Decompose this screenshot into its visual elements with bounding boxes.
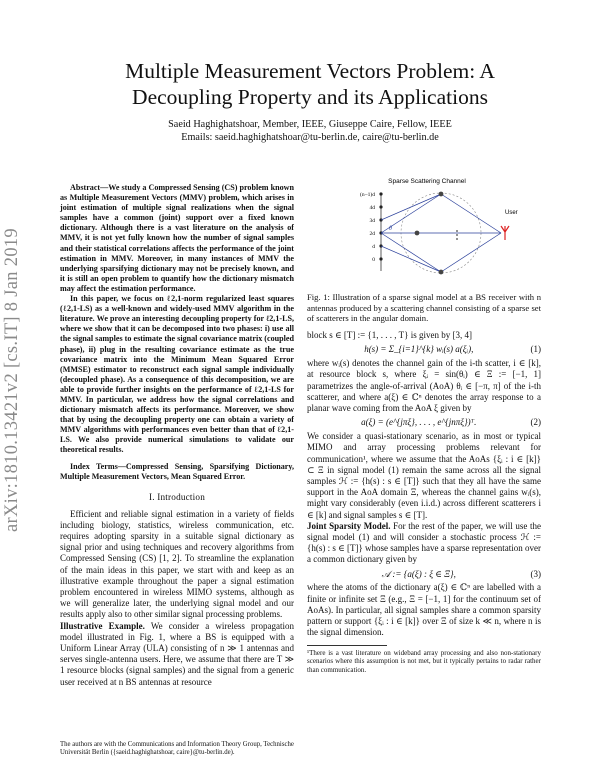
footnote-rule: [307, 645, 387, 646]
equation-1-body: h(s) = Σ_{i=1}^{k} wᵢ(s) a(ξᵢ),: [364, 344, 474, 355]
equation-3-number: (3): [530, 568, 541, 579]
theta-label: θ: [389, 226, 392, 232]
figure-1-caption: Fig. 1: Illustration of a sparse signal model at a BS receiver with n antennas produced by a scattering channel consisting of a sparse set of scatterers in the angular domain.: [307, 292, 541, 324]
equation-2-number: (2): [530, 417, 541, 428]
antenna-label: (n−1)d: [359, 192, 375, 198]
scattering-channel-diagram: [307, 176, 541, 288]
illustrative-example-text: We consider a wireless propagation model illustrated in Fig. 1, where a BS is equipped with a Uniform Linear Array (ULA) consisting of n ≫ 1 antennas and serves single-antenna users. Here, we assume that there are T ≫ 1 resource blocks (signal samples) and the signal from a generic user received at n BS antennas at resource: [60, 620, 294, 687]
footnote-1: ¹There is a vast literature on wideband array processing and also non-stationary scenarios where this assumption is not met, but it typically pertains to radar rather than communication.: [307, 648, 541, 674]
antenna-label: d: [372, 244, 375, 250]
abstract-paragraph-1: Abstract—We study a Compressed Sensing (CS) problem known as Multiple Measurement Vectors (MMV) problem, which arises in joint estimation of multiple signal realizations when the signal samples have a common (joint) support over a fixed known dictionary. Although there is a vast literature on the analysis of MMV, it is not yet fully known how the number of signal samples and their statistical correlations affects the performance of the joint estimation in MMV. Moreover, in many instances of MMV the underlying sparsifying dictionary may not be precisely known, and it is still an open problem to quantify how the dictionary mismatch may affect the estimation performance.: [60, 183, 294, 293]
equation-1: [307, 344, 541, 355]
section-heading-introduction: I. Introduction: [148, 491, 206, 502]
antenna-label: 0: [372, 257, 375, 263]
paper-title: [60, 58, 560, 110]
antenna-label: 3d: [369, 218, 375, 224]
paragraph-after-eq1: where wᵢ(s) denotes the channel gain of the i-th scatter, i ∈ [k], at resource block s, where ξᵢ = sin(θᵢ) ∈ Ξ := [−1, 1] parametrizes the angle-of-arrival (AoA) θᵢ ∈ [−π, π] of the i-th scatterer, and where a(ξ) ∈ ℂⁿ denotes the array response to a planar wave coming from the AoA ξ given by: [307, 358, 541, 414]
figure-1: [307, 176, 541, 288]
equation-1-number: (1): [530, 344, 541, 355]
abstract-paragraph-2: In this paper, we focus on ℓ2,1-norm regularized least squares (ℓ2,1-LS) as a well-known and widely-used MMV algorithm in the literature. We prove an interesting decoupling property for ℓ2,1-LS, where we show that it can be decomposed into two phases: i) use all the signal samples to estimate the signal covariance matrix (coupled phase), ii) plug in the resulting covariance estimate as the true covariance matrix into the Minimum Mean Squared Error (MMSE) estimator to reconstruct each signal sample individually (decoupled phase). As a consequence of this decomposition, we are able to provide further insights on the performance of ℓ2,1-LS for MMV. In particular, we address how the signal correlations and dictionary mismatch affects its performance. Moreover, we show that by using the decoupling property one can obtain a variety of MMV algorithms with performances even better than that of ℓ2,1-LS. We also provide numerical simulations to validate our theoretical results.: [60, 294, 294, 455]
title-line-1: Multiple Measurement Vectors Problem: A: [125, 59, 495, 83]
joint-sparsity-text: For the rest of the paper, we will use the signal model (1) and will consider a stochastic process ℋ := {h(s) : s ∈ [T]} whose samples have a sparse representation over a common dictionary given by: [307, 520, 541, 565]
equation-3-body: 𝒜 := {a(ξ) : ξ ∈ Ξ},: [381, 568, 456, 579]
propagation-paths: [381, 194, 501, 272]
equation-3: [307, 569, 541, 580]
intro-paragraph: Efficient and reliable signal estimation in a variety of fields including biology, statistics, wireless communication, etc. requires adopting sparsity in a suitable signal dictionary as signal prior and using techniques and recovery algorithms from Compressed Sensing (CS) [1, 2]. To streamline the explanation of the main ideas in this paper, we start with and keep as an illustrative example throughout the paper a signal estimation problem encountered in wireless MIMO systems, although as we will generalize later, the underlying signal model and our results apply also to other similar signal processing problems.: [60, 508, 294, 620]
equation-2-body: a(ξ) = (e^{jπξ}, . . . , e^{jnπξ})ᵀ.: [361, 417, 477, 428]
author-emails: Emails: saeid.haghighatshoar@tu-berlin.de, caire@tu-berlin.de: [181, 132, 439, 143]
antenna-label: 2d: [369, 231, 375, 237]
title-line-2: Decoupling Property and its Applications: [132, 85, 488, 109]
author-names: Saeid Haghighatshoar, Member, IEEE, Giuseppe Caire, Fellow, IEEE: [168, 119, 452, 130]
equation-2: [307, 417, 541, 428]
author-block: [60, 118, 560, 144]
index-terms: Index Terms—Compressed Sensing, Sparsifying Dictionary, Multiple Measurement Vectors, Mean Squared Error.: [60, 461, 294, 481]
paragraph-after-eq3: where the atoms of the dictionary a(ξ) ∈ ℂⁿ are labelled with a finite or infinite set Ξ (e.g., Ξ = [−1, 1] for the continuum set of AoAs). In particular, all signal samples share a common sparsity pattern or support {ξᵢ : i ∈ [k]} over Ξ of size k ≪ n, where n is the signal dimension.: [307, 582, 541, 638]
antenna-label: 4d: [369, 205, 375, 211]
right-column: [307, 176, 541, 674]
figure-title: Sparse Scattering Channel: [388, 178, 466, 185]
user-antenna-icon: [501, 226, 509, 240]
quasi-stationary-paragraph: We consider a quasi-stationary scenario, as in most or typical MIMO and array processing problems relevant for communication¹, where we assume that the AoAs {ξᵢ : i ∈ [k]} ⊂ Ξ in signal model (1) remain the same across all the signal samples ℋ := {h(s) : s ∈ [T]} such that they all have the same support in the AoA domain Ξ, whereas the channel gains wᵢ(s), might vary considerably (even i.i.d.) across different scatterers i ∈ [k] and signal samples s ∈ [T].: [307, 431, 541, 520]
arxiv-stamp: arXiv:1810.13421v2 [cs.IT] 8 Jan 2019: [2, 228, 22, 532]
left-column: [60, 183, 294, 688]
block-definition-text: block s ∈ [T] := {1, . . . , T} is given by [3, 4]: [307, 330, 472, 341]
user-label: User: [505, 210, 518, 216]
joint-sparsity-heading: Joint Sparsity Model.: [307, 520, 391, 531]
affiliation-footnote: The authors are with the Communications and Information Theory Group, Technische Universität Berlin ({saeid.haghighatshoar, caire}@tu-berlin.de).: [60, 741, 294, 757]
illustrative-example-heading: Illustrative Example.: [60, 620, 145, 631]
